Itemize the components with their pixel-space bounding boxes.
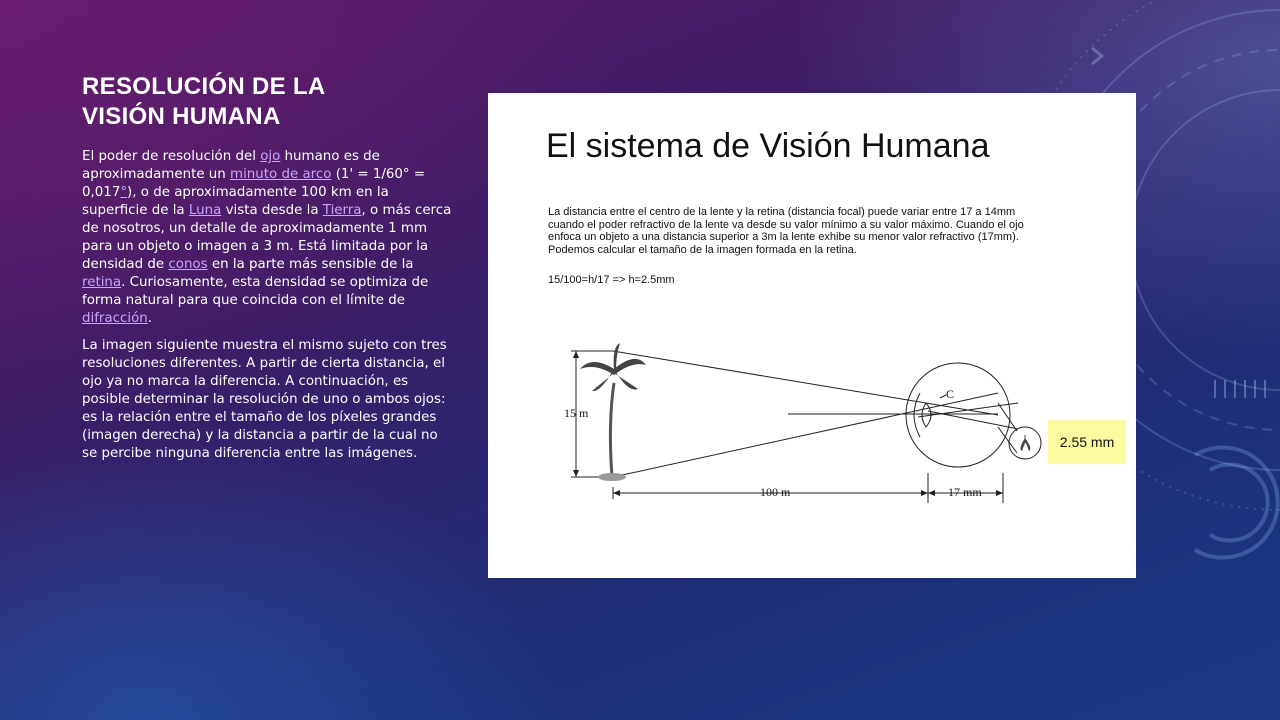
vision-system-figure bbox=[488, 93, 1136, 578]
figure-description-line: enfoca un objeto a una distancia superior a 3m la lente exhibe su menor valor refractivo (17mm). bbox=[548, 231, 1019, 243]
text-fragment: humano es de aproximadamente un bbox=[82, 149, 380, 182]
figure-description-line: Podemos calcular el tamaño de la imagen formada en la retina. bbox=[548, 243, 857, 256]
text-fragment: . bbox=[147, 311, 153, 326]
link-conos[interactable]: conos bbox=[168, 257, 208, 272]
cornea bbox=[914, 393, 920, 437]
link-minuto-de-arco[interactable]: minuto de arco bbox=[230, 167, 332, 182]
palm-tree-icon bbox=[580, 343, 646, 481]
label-distance: 100 m bbox=[760, 485, 791, 499]
text-fragment: , o más cerca de nosotros, un detalle de aproximadamente 1 mm para un objeto o imagen a 3 m. Está limitada por la densidad de bbox=[82, 203, 452, 272]
text-fragment: . Curiosamente, esta densidad se optimiza de forma natural para que coincida con el límite de bbox=[82, 275, 429, 308]
result-value: 2.55 mm bbox=[1059, 434, 1115, 450]
link-ojo[interactable]: ojo bbox=[260, 149, 281, 164]
link-retina[interactable]: retina bbox=[82, 275, 122, 290]
slide-title-line-2: VISIÓN HUMANA bbox=[82, 103, 281, 130]
label-center: C bbox=[946, 387, 955, 401]
figure-description-line: cuando el poder refractivo de la lente va desde su valor mínimo a su valor máximo. Cuando el ojo bbox=[548, 218, 1024, 231]
text-fragment: vista desde la bbox=[221, 203, 323, 218]
text-fragment: en la parte más sensible de la bbox=[207, 257, 414, 272]
paragraph-resolution bbox=[82, 148, 454, 328]
text-fragment: (1' = 1/60° = 0,017 bbox=[82, 167, 426, 200]
slide-title-line-1: RESOLUCIÓN DE LA bbox=[82, 73, 326, 100]
link-degree[interactable]: ° bbox=[120, 185, 128, 200]
figure-title: El sistema de Visión Humana bbox=[546, 127, 990, 165]
body-text bbox=[82, 148, 454, 472]
eye-optics-diagram bbox=[488, 93, 1136, 578]
link-luna[interactable]: Luna bbox=[188, 203, 222, 218]
link-tierra[interactable]: Tierra bbox=[322, 203, 362, 218]
figure-equation: 15/100=h/17 => h=2.5mm bbox=[548, 274, 675, 286]
paragraph-image-description: La imagen siguiente muestra el mismo sujeto con tres resoluciones diferentes. A partir de cierta distancia, el ojo ya no marca la diferencia. A continuación, es posible determinar la resolución de uno o ambos ojos: es la relación entre el tamaño de los píxeles grandes (imagen derecha) y la distancia a partir de la cual no se percibe ninguna diferencia entre las imágenes. bbox=[82, 338, 447, 461]
text-fragment: ), o de aproximadamente 100 km en la superficie de la bbox=[82, 185, 389, 218]
text-fragment: El poder de resolución del bbox=[82, 149, 261, 164]
slide-title bbox=[82, 72, 462, 132]
result-box bbox=[1048, 420, 1126, 464]
retina-image-icon bbox=[1021, 435, 1031, 451]
label-height: 15 m bbox=[564, 406, 589, 420]
link-difraccion[interactable]: difracción bbox=[82, 311, 148, 326]
label-focal: 17 mm bbox=[948, 485, 982, 499]
figure-description-line: La distancia entre el centro de la lente y la retina (distancia focal) puede variar entre 17 a 14mm bbox=[548, 206, 1016, 218]
